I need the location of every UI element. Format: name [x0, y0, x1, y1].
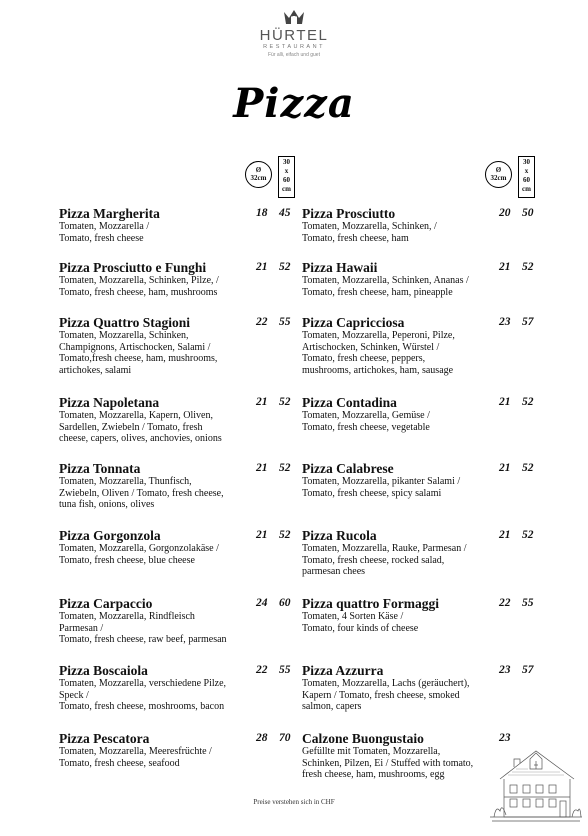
- price-small: 21: [499, 396, 511, 408]
- price-small: 21: [499, 261, 511, 273]
- price-small: 24: [256, 597, 268, 609]
- item-description: Tomaten, 4 Sorten Käse / Tomato, four kinds of cheese: [302, 611, 419, 634]
- menu-item: [302, 206, 542, 244]
- size-large-badge: 30 x 60 cm: [518, 156, 535, 198]
- item-description: Tomaten, Mozzarella, Lachs (geräuchert), Kapern / Tomato, fresh cheese, smoked salmon, capers: [302, 678, 470, 713]
- price-large: 52: [279, 261, 291, 273]
- price-small: 23: [499, 732, 511, 744]
- item-description: Tomaten, Mozzarella, pikanter Salami / Tomato, fresh cheese, spicy salami: [302, 476, 461, 499]
- item-description: Tomaten, Mozzarella / Tomato, fresh cheese: [59, 221, 150, 244]
- item-name: Pizza Azzurra: [302, 663, 384, 678]
- menu-item: [302, 315, 542, 376]
- item-name: Pizza quattro Formaggi: [302, 596, 439, 611]
- price-large: 50: [522, 207, 534, 219]
- price-small: 22: [256, 664, 268, 676]
- price-large: 55: [279, 664, 291, 676]
- item-name: Pizza Napoletana: [59, 395, 160, 410]
- price-large: 60: [279, 597, 291, 609]
- price-large: 52: [522, 396, 534, 408]
- item-description: Tomaten, Mozzarella, Schinken, / Tomato, fresh cheese, ham: [302, 221, 437, 244]
- price-large: 57: [522, 316, 534, 328]
- menu-item: [59, 596, 299, 646]
- menu-item: [59, 315, 299, 376]
- price-large: 57: [522, 664, 534, 676]
- menu-item: [59, 206, 299, 244]
- item-description: Tomaten, Mozzarella, Kapern, Oliven, Sardellen, Zwiebeln / Tomato, fresh cheese, capers, olives, anchovies, onions: [59, 410, 222, 445]
- menu-item: [302, 596, 542, 634]
- logo-name: HÜRTEL: [259, 27, 329, 44]
- item-name: Pizza Pescatora: [59, 731, 150, 746]
- menu-item: [59, 731, 299, 769]
- price-large: 55: [279, 316, 291, 328]
- menu-item: [59, 395, 299, 445]
- price-small: 22: [499, 597, 511, 609]
- item-description: Tomaten, Mozzarella, Rindfleisch Parmesan / Tomato, fresh cheese, raw beef, parmesan: [59, 611, 227, 646]
- logo-tagline: Für alli, eifach und guet: [268, 52, 320, 58]
- price-large: 70: [279, 732, 291, 744]
- menu-item: [59, 260, 299, 298]
- item-name: Pizza Gorgonzola: [59, 528, 161, 543]
- item-name: Calzone Buongustaio: [302, 731, 424, 746]
- price-small: 22: [256, 316, 268, 328]
- menu-item: [302, 663, 542, 713]
- price-large: 52: [279, 529, 291, 541]
- item-description: Tomaten, Mozzarella, Schinken, Champignons, Artischocken, Salami / Tomato,fresh cheese, ham, mushrooms, artichokes, salami: [59, 330, 218, 376]
- item-name: Pizza Contadina: [302, 395, 397, 410]
- item-description: Tomaten, Mozzarella, Rauke, Parmesan / Tomato, fresh cheese, rocked salad, parmesan chees: [302, 543, 467, 578]
- page-title: Pizza: [233, 80, 355, 127]
- item-description: Tomaten, Mozzarella, Schinken, Pilze, / Tomato, fresh cheese, ham, mushrooms: [59, 275, 219, 298]
- menu-item: [302, 461, 542, 499]
- price-small: 20: [499, 207, 511, 219]
- price-large: 52: [522, 462, 534, 474]
- menu-item: [59, 528, 299, 566]
- price-large: 52: [279, 396, 291, 408]
- menu-item: [302, 528, 542, 578]
- item-name: Pizza Tonnata: [59, 461, 141, 476]
- item-description: Tomaten, Mozzarella, Schinken, Ananas / Tomato, fresh cheese, ham, pineapple: [302, 275, 469, 298]
- item-name: Pizza Prosciutto: [302, 206, 396, 221]
- price-small: 21: [499, 462, 511, 474]
- menu-item: [302, 260, 542, 298]
- item-name: Pizza Calabrese: [302, 461, 394, 476]
- price-small: 21: [256, 529, 268, 541]
- house-illustration: [490, 745, 582, 823]
- item-name: Pizza Margherita: [59, 206, 160, 221]
- item-name: Pizza Prosciutto e Funghi: [59, 260, 207, 275]
- item-name: Pizza Carpaccio: [59, 596, 153, 611]
- menu-item: [59, 461, 299, 511]
- price-large: 55: [522, 597, 534, 609]
- menu-item: [59, 663, 299, 713]
- item-description: Tomaten, Mozzarella, Thunfisch, Zwiebeln, Oliven / Tomato, fresh cheese, tuna fish, onions, olives: [59, 476, 224, 511]
- item-name: Pizza Rucola: [302, 528, 377, 543]
- price-small: 21: [256, 396, 268, 408]
- menu-item: [302, 395, 542, 433]
- price-large: 45: [279, 207, 291, 219]
- price-note: Preise verstehen sich in CHF: [253, 798, 335, 806]
- item-description: Tomaten, Mozzarella, verschiedene Pilze, Speck / Tomato, fresh cheese, moshrooms, bacon: [59, 678, 227, 713]
- item-name: Pizza Quattro Stagioni: [59, 315, 190, 330]
- item-description: Tomaten, Mozzarella, Gorgonzolakäse / Tomato, fresh cheese, blue cheese: [59, 543, 219, 566]
- item-description: Gefüllte mit Tomaten, Mozzarella, Schinken, Pilzen, Ei / Stuffed with tomato, fresh cheese, ham, mushrooms, egg: [302, 746, 474, 781]
- item-name: Pizza Boscaiola: [59, 663, 148, 678]
- price-small: 23: [499, 316, 511, 328]
- restaurant-logo: [0, 8, 588, 59]
- size-large-badge: 30 x 60 cm: [278, 156, 295, 198]
- price-small: 21: [499, 529, 511, 541]
- price-small: 21: [256, 261, 268, 273]
- item-description: Tomaten, Mozzarella, Peperoni, Pilze, Artischocken, Schinken, Würstel / Tomato, fresh cheese, peppers, mushrooms, artichokes, ham, sausage: [302, 330, 455, 376]
- logo-subtitle: RESTAURANT: [263, 44, 325, 50]
- price-small: 23: [499, 664, 511, 676]
- price-large: 52: [522, 529, 534, 541]
- size-small-badge: Ø 32cm: [245, 161, 272, 188]
- price-large: 52: [279, 462, 291, 474]
- price-small: 21: [256, 462, 268, 474]
- price-small: 28: [256, 732, 268, 744]
- price-small: 18: [256, 207, 268, 219]
- price-large: 52: [522, 261, 534, 273]
- size-small-badge: Ø 32cm: [485, 161, 512, 188]
- item-description: Tomaten, Mozzarella, Gemüse / Tomato, fresh cheese, vegetable: [302, 410, 430, 433]
- crown-icon: [282, 8, 306, 28]
- item-name: Pizza Hawaii: [302, 260, 378, 275]
- item-name: Pizza Capricciosa: [302, 315, 405, 330]
- item-description: Tomaten, Mozzarella, Meeresfrüchte / Tomato, fresh cheese, seafood: [59, 746, 212, 769]
